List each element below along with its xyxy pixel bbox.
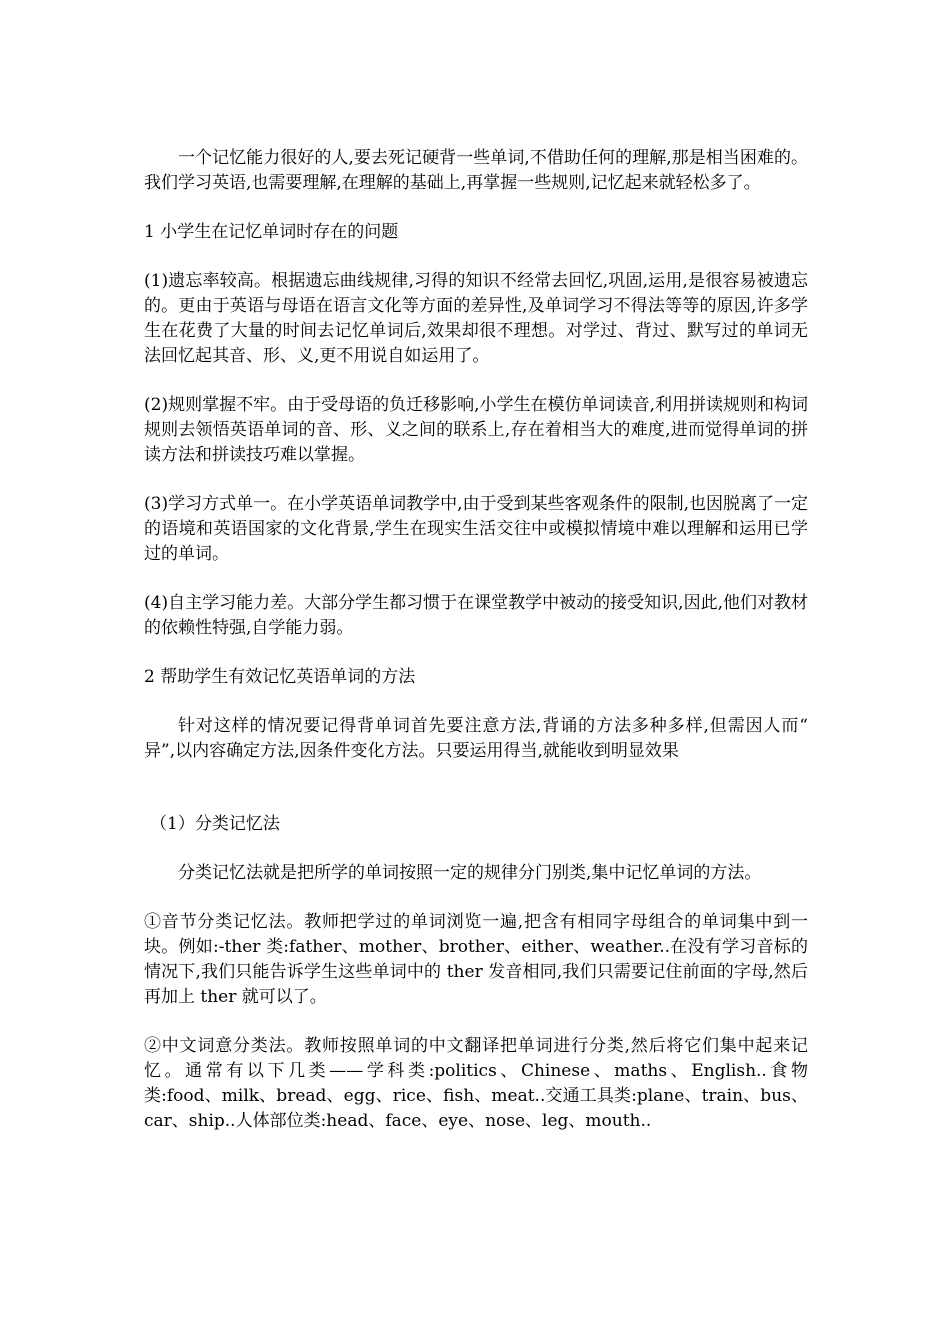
intro-paragraph: 一个记忆能力很好的人,要去死记硬背一些单词,不借助任何的理解,那是相当困难的。我们学习英语,也需要理解,在理解的基础上,再掌握一些规则,记忆起来就轻松多了。 — [144, 148, 808, 193]
section-1-item-3: (3)学习方式单一。在小学英语单词教学中,由于受到某些客观条件的限制,也因脱离了一定的语境和英语国家的文化背景,学生在现实生活交往中或模拟情境中难以理解和运用已学过的单词。 — [144, 494, 808, 564]
subsection-1-intro: 分类记忆法就是把所学的单词按照一定的规律分门别类,集中记忆单词的方法。 — [178, 863, 762, 883]
subsection-1-item-2: ②中文词意分类法。教师按照单词的中文翻译把单词进行分类,然后将它们集中起来记忆。通常有以下几类——学科类:politics、Chinese、maths、English..食物类:food、milk、bread、egg、rice、fish、meat..交通工具类:plane、train、bus、car、ship..人体部位类:head、face、eye、nose、leg、mouth.. — [144, 1036, 808, 1131]
subsection-1-item-1: ①音节分类记忆法。教师把学过的单词浏览一遍,把含有相同字母组合的单词集中到一块。例如:-ther 类:father、mother、brother、either、weather..在没有学习音标的情况下,我们只能告诉学生这些单词中的 ther 发音相同,我们只需要记住前面的字母,然后再加上 ther 就可以了。 — [144, 912, 808, 1007]
section-1-heading: 1 小学生在记忆单词时存在的问题 — [144, 222, 399, 242]
section-1-item-2: (2)规则掌握不牢。由于受母语的负迁移影响,小学生在模仿单词读音,利用拼读规则和构词规则去领悟英语单词的音、形、义之间的联系上,存在着相当大的难度,进而觉得单词的拼读方法和拼读技巧难以掌握。 — [144, 395, 808, 465]
subsection-1-heading: （1）分类记忆法 — [150, 814, 280, 834]
section-1-item-1: (1)遗忘率较高。根据遗忘曲线规律,习得的知识不经常去回忆,巩固,运用,是很容易被遗忘的。更由于英语与母语在语言文化等方面的差异性,及单词学习不得法等等的原因,许多学生在花费了大量的时间去记忆单词后,效果却很不理想。对学过、背过、默写过的单词无法回忆起其音、形、义,更不用说自如运用了。 — [144, 271, 808, 366]
section-1-item-4: (4)自主学习能力差。大部分学生都习惯于在课堂教学中被动的接受知识,因此,他们对教材的依赖性特强,自学能力弱。 — [144, 593, 808, 638]
section-2-heading: 2 帮助学生有效记忆英语单词的方法 — [144, 667, 416, 687]
document-page — [144, 146, 808, 1158]
section-2-intro: 针对这样的情况要记得背单词首先要注意方法,背诵的方法多种多样,但需因人而“ 异”,以内容确定方法,因条件变化方法。只要运用得当,就能收到明显效果 — [144, 716, 808, 761]
